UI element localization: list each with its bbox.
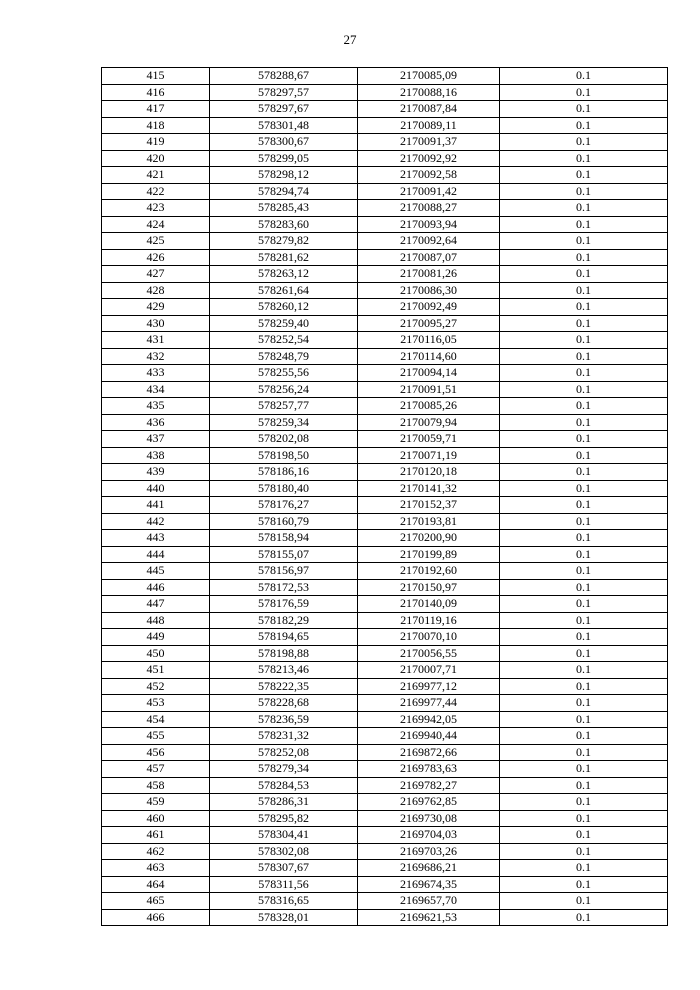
accuracy-cell: 0.1 xyxy=(500,711,668,728)
y-coordinate-cell: 2169703,26 xyxy=(358,843,500,860)
point-number-cell: 428 xyxy=(102,282,210,299)
y-coordinate-cell: 2170071,19 xyxy=(358,447,500,464)
coordinates-table-body xyxy=(102,68,668,926)
table-row xyxy=(102,810,668,827)
point-number-cell: 445 xyxy=(102,563,210,580)
accuracy-cell: 0.1 xyxy=(500,101,668,118)
accuracy-cell: 0.1 xyxy=(500,728,668,745)
y-coordinate-cell: 2170056,55 xyxy=(358,645,500,662)
accuracy-cell: 0.1 xyxy=(500,464,668,481)
table-row xyxy=(102,695,668,712)
y-coordinate-cell: 2170085,26 xyxy=(358,398,500,415)
x-coordinate-cell: 578301,48 xyxy=(210,117,358,134)
table-row xyxy=(102,431,668,448)
y-coordinate-cell: 2170114,60 xyxy=(358,348,500,365)
point-number-cell: 431 xyxy=(102,332,210,349)
accuracy-cell: 0.1 xyxy=(500,150,668,167)
y-coordinate-cell: 2170091,42 xyxy=(358,183,500,200)
table-row xyxy=(102,68,668,85)
accuracy-cell: 0.1 xyxy=(500,695,668,712)
table-row xyxy=(102,909,668,926)
y-coordinate-cell: 2170086,30 xyxy=(358,282,500,299)
y-coordinate-cell: 2170091,37 xyxy=(358,134,500,151)
accuracy-cell: 0.1 xyxy=(500,183,668,200)
accuracy-cell: 0.1 xyxy=(500,876,668,893)
table-row xyxy=(102,84,668,101)
table-row xyxy=(102,761,668,778)
accuracy-cell: 0.1 xyxy=(500,645,668,662)
point-number-cell: 438 xyxy=(102,447,210,464)
accuracy-cell: 0.1 xyxy=(500,761,668,778)
table-row xyxy=(102,183,668,200)
x-coordinate-cell: 578172,53 xyxy=(210,579,358,596)
y-coordinate-cell: 2170087,84 xyxy=(358,101,500,118)
x-coordinate-cell: 578186,16 xyxy=(210,464,358,481)
point-number-cell: 465 xyxy=(102,893,210,910)
accuracy-cell: 0.1 xyxy=(500,117,668,134)
table-row xyxy=(102,134,668,151)
point-number-cell: 425 xyxy=(102,233,210,250)
point-number-cell: 451 xyxy=(102,662,210,679)
table-row xyxy=(102,596,668,613)
y-coordinate-cell: 2169762,85 xyxy=(358,794,500,811)
table-row xyxy=(102,233,668,250)
accuracy-cell: 0.1 xyxy=(500,266,668,283)
accuracy-cell: 0.1 xyxy=(500,860,668,877)
y-coordinate-cell: 2170087,07 xyxy=(358,249,500,266)
accuracy-cell: 0.1 xyxy=(500,530,668,547)
table-row xyxy=(102,860,668,877)
page-number: 27 xyxy=(343,32,357,47)
y-coordinate-cell: 2170200,90 xyxy=(358,530,500,547)
y-coordinate-cell: 2170116,05 xyxy=(358,332,500,349)
table-row xyxy=(102,266,668,283)
accuracy-cell: 0.1 xyxy=(500,167,668,184)
accuracy-cell: 0.1 xyxy=(500,629,668,646)
accuracy-cell: 0.1 xyxy=(500,233,668,250)
x-coordinate-cell: 578297,57 xyxy=(210,84,358,101)
table-row xyxy=(102,579,668,596)
y-coordinate-cell: 2169977,12 xyxy=(358,678,500,695)
y-coordinate-cell: 2169977,44 xyxy=(358,695,500,712)
x-coordinate-cell: 578279,82 xyxy=(210,233,358,250)
y-coordinate-cell: 2170092,64 xyxy=(358,233,500,250)
accuracy-cell: 0.1 xyxy=(500,513,668,530)
x-coordinate-cell: 578252,08 xyxy=(210,744,358,761)
point-number-cell: 462 xyxy=(102,843,210,860)
x-coordinate-cell: 578263,12 xyxy=(210,266,358,283)
table-row xyxy=(102,365,668,382)
accuracy-cell: 0.1 xyxy=(500,480,668,497)
table-row xyxy=(102,827,668,844)
y-coordinate-cell: 2170085,09 xyxy=(358,68,500,85)
accuracy-cell: 0.1 xyxy=(500,200,668,217)
accuracy-cell: 0.1 xyxy=(500,497,668,514)
point-number-cell: 464 xyxy=(102,876,210,893)
y-coordinate-cell: 2169942,05 xyxy=(358,711,500,728)
accuracy-cell: 0.1 xyxy=(500,84,668,101)
table-row xyxy=(102,645,668,662)
x-coordinate-cell: 578285,43 xyxy=(210,200,358,217)
x-coordinate-cell: 578261,64 xyxy=(210,282,358,299)
table-row xyxy=(102,282,668,299)
x-coordinate-cell: 578302,08 xyxy=(210,843,358,860)
point-number-cell: 466 xyxy=(102,909,210,926)
point-number-cell: 461 xyxy=(102,827,210,844)
y-coordinate-cell: 2170092,92 xyxy=(358,150,500,167)
accuracy-cell: 0.1 xyxy=(500,744,668,761)
accuracy-cell: 0.1 xyxy=(500,249,668,266)
point-number-cell: 426 xyxy=(102,249,210,266)
table-row xyxy=(102,315,668,332)
table-row xyxy=(102,414,668,431)
y-coordinate-cell: 2170150,97 xyxy=(358,579,500,596)
x-coordinate-cell: 578316,65 xyxy=(210,893,358,910)
point-number-cell: 448 xyxy=(102,612,210,629)
table-row xyxy=(102,530,668,547)
point-number-cell: 419 xyxy=(102,134,210,151)
y-coordinate-cell: 2170093,94 xyxy=(358,216,500,233)
accuracy-cell: 0.1 xyxy=(500,563,668,580)
y-coordinate-cell: 2169730,08 xyxy=(358,810,500,827)
y-coordinate-cell: 2170140,09 xyxy=(358,596,500,613)
table-row xyxy=(102,398,668,415)
table-row xyxy=(102,249,668,266)
table-row xyxy=(102,332,668,349)
accuracy-cell: 0.1 xyxy=(500,827,668,844)
accuracy-cell: 0.1 xyxy=(500,216,668,233)
accuracy-cell: 0.1 xyxy=(500,810,668,827)
table-row xyxy=(102,876,668,893)
y-coordinate-cell: 2170089,11 xyxy=(358,117,500,134)
x-coordinate-cell: 578176,59 xyxy=(210,596,358,613)
x-coordinate-cell: 578231,32 xyxy=(210,728,358,745)
table-row xyxy=(102,843,668,860)
y-coordinate-cell: 2170070,10 xyxy=(358,629,500,646)
accuracy-cell: 0.1 xyxy=(500,678,668,695)
x-coordinate-cell: 578198,50 xyxy=(210,447,358,464)
point-number-cell: 460 xyxy=(102,810,210,827)
x-coordinate-cell: 578255,56 xyxy=(210,365,358,382)
table-row xyxy=(102,546,668,563)
point-number-cell: 434 xyxy=(102,381,210,398)
point-number-cell: 443 xyxy=(102,530,210,547)
x-coordinate-cell: 578202,08 xyxy=(210,431,358,448)
x-coordinate-cell: 578222,35 xyxy=(210,678,358,695)
accuracy-cell: 0.1 xyxy=(500,909,668,926)
x-coordinate-cell: 578155,07 xyxy=(210,546,358,563)
y-coordinate-cell: 2169783,63 xyxy=(358,761,500,778)
point-number-cell: 433 xyxy=(102,365,210,382)
point-number-cell: 450 xyxy=(102,645,210,662)
accuracy-cell: 0.1 xyxy=(500,414,668,431)
table-row xyxy=(102,744,668,761)
x-coordinate-cell: 578283,60 xyxy=(210,216,358,233)
accuracy-cell: 0.1 xyxy=(500,299,668,316)
y-coordinate-cell: 2169872,66 xyxy=(358,744,500,761)
y-coordinate-cell: 2169940,44 xyxy=(358,728,500,745)
accuracy-cell: 0.1 xyxy=(500,365,668,382)
table-row xyxy=(102,150,668,167)
x-coordinate-cell: 578156,97 xyxy=(210,563,358,580)
point-number-cell: 439 xyxy=(102,464,210,481)
point-number-cell: 429 xyxy=(102,299,210,316)
x-coordinate-cell: 578307,67 xyxy=(210,860,358,877)
point-number-cell: 444 xyxy=(102,546,210,563)
point-number-cell: 457 xyxy=(102,761,210,778)
table-row xyxy=(102,167,668,184)
table-row xyxy=(102,794,668,811)
point-number-cell: 418 xyxy=(102,117,210,134)
point-number-cell: 453 xyxy=(102,695,210,712)
y-coordinate-cell: 2170120,18 xyxy=(358,464,500,481)
x-coordinate-cell: 578298,12 xyxy=(210,167,358,184)
y-coordinate-cell: 2170092,58 xyxy=(358,167,500,184)
accuracy-cell: 0.1 xyxy=(500,777,668,794)
accuracy-cell: 0.1 xyxy=(500,332,668,349)
x-coordinate-cell: 578295,82 xyxy=(210,810,358,827)
x-coordinate-cell: 578259,40 xyxy=(210,315,358,332)
point-number-cell: 463 xyxy=(102,860,210,877)
x-coordinate-cell: 578160,79 xyxy=(210,513,358,530)
x-coordinate-cell: 578288,67 xyxy=(210,68,358,85)
table-row xyxy=(102,464,668,481)
y-coordinate-cell: 2170079,94 xyxy=(358,414,500,431)
x-coordinate-cell: 578260,12 xyxy=(210,299,358,316)
x-coordinate-cell: 578281,62 xyxy=(210,249,358,266)
table-row xyxy=(102,216,668,233)
point-number-cell: 458 xyxy=(102,777,210,794)
x-coordinate-cell: 578252,54 xyxy=(210,332,358,349)
x-coordinate-cell: 578182,29 xyxy=(210,612,358,629)
accuracy-cell: 0.1 xyxy=(500,68,668,85)
x-coordinate-cell: 578299,05 xyxy=(210,150,358,167)
x-coordinate-cell: 578228,68 xyxy=(210,695,358,712)
y-coordinate-cell: 2169674,35 xyxy=(358,876,500,893)
x-coordinate-cell: 578304,41 xyxy=(210,827,358,844)
y-coordinate-cell: 2170152,37 xyxy=(358,497,500,514)
y-coordinate-cell: 2170091,51 xyxy=(358,381,500,398)
accuracy-cell: 0.1 xyxy=(500,398,668,415)
table-row xyxy=(102,480,668,497)
y-coordinate-cell: 2170092,49 xyxy=(358,299,500,316)
y-coordinate-cell: 2170088,27 xyxy=(358,200,500,217)
table-row xyxy=(102,728,668,745)
point-number-cell: 437 xyxy=(102,431,210,448)
accuracy-cell: 0.1 xyxy=(500,612,668,629)
coordinates-table xyxy=(101,67,668,926)
accuracy-cell: 0.1 xyxy=(500,893,668,910)
y-coordinate-cell: 2170094,14 xyxy=(358,365,500,382)
point-number-cell: 441 xyxy=(102,497,210,514)
y-coordinate-cell: 2170141,32 xyxy=(358,480,500,497)
point-number-cell: 436 xyxy=(102,414,210,431)
point-number-cell: 447 xyxy=(102,596,210,613)
point-number-cell: 446 xyxy=(102,579,210,596)
y-coordinate-cell: 2169621,53 xyxy=(358,909,500,926)
point-number-cell: 423 xyxy=(102,200,210,217)
x-coordinate-cell: 578158,94 xyxy=(210,530,358,547)
x-coordinate-cell: 578279,34 xyxy=(210,761,358,778)
y-coordinate-cell: 2170192,60 xyxy=(358,563,500,580)
accuracy-cell: 0.1 xyxy=(500,843,668,860)
accuracy-cell: 0.1 xyxy=(500,431,668,448)
point-number-cell: 456 xyxy=(102,744,210,761)
x-coordinate-cell: 578176,27 xyxy=(210,497,358,514)
x-coordinate-cell: 578256,24 xyxy=(210,381,358,398)
table-row xyxy=(102,299,668,316)
x-coordinate-cell: 578236,59 xyxy=(210,711,358,728)
y-coordinate-cell: 2170095,27 xyxy=(358,315,500,332)
point-number-cell: 422 xyxy=(102,183,210,200)
accuracy-cell: 0.1 xyxy=(500,546,668,563)
point-number-cell: 415 xyxy=(102,68,210,85)
y-coordinate-cell: 2169704,03 xyxy=(358,827,500,844)
y-coordinate-cell: 2170199,89 xyxy=(358,546,500,563)
point-number-cell: 459 xyxy=(102,794,210,811)
y-coordinate-cell: 2169686,21 xyxy=(358,860,500,877)
x-coordinate-cell: 578311,56 xyxy=(210,876,358,893)
table-row xyxy=(102,200,668,217)
point-number-cell: 454 xyxy=(102,711,210,728)
x-coordinate-cell: 578257,77 xyxy=(210,398,358,415)
y-coordinate-cell: 2170081,26 xyxy=(358,266,500,283)
point-number-cell: 442 xyxy=(102,513,210,530)
y-coordinate-cell: 2170193,81 xyxy=(358,513,500,530)
point-number-cell: 435 xyxy=(102,398,210,415)
point-number-cell: 424 xyxy=(102,216,210,233)
table-row xyxy=(102,678,668,695)
table-row xyxy=(102,447,668,464)
accuracy-cell: 0.1 xyxy=(500,282,668,299)
accuracy-cell: 0.1 xyxy=(500,315,668,332)
point-number-cell: 432 xyxy=(102,348,210,365)
point-number-cell: 440 xyxy=(102,480,210,497)
x-coordinate-cell: 578213,46 xyxy=(210,662,358,679)
table-row xyxy=(102,348,668,365)
point-number-cell: 430 xyxy=(102,315,210,332)
y-coordinate-cell: 2170007,71 xyxy=(358,662,500,679)
point-number-cell: 449 xyxy=(102,629,210,646)
table-row xyxy=(102,612,668,629)
point-number-cell: 420 xyxy=(102,150,210,167)
accuracy-cell: 0.1 xyxy=(500,596,668,613)
point-number-cell: 427 xyxy=(102,266,210,283)
x-coordinate-cell: 578180,40 xyxy=(210,480,358,497)
accuracy-cell: 0.1 xyxy=(500,662,668,679)
y-coordinate-cell: 2169782,27 xyxy=(358,777,500,794)
point-number-cell: 417 xyxy=(102,101,210,118)
point-number-cell: 416 xyxy=(102,84,210,101)
x-coordinate-cell: 578198,88 xyxy=(210,645,358,662)
accuracy-cell: 0.1 xyxy=(500,447,668,464)
table-row xyxy=(102,381,668,398)
point-number-cell: 455 xyxy=(102,728,210,745)
accuracy-cell: 0.1 xyxy=(500,381,668,398)
x-coordinate-cell: 578328,01 xyxy=(210,909,358,926)
accuracy-cell: 0.1 xyxy=(500,579,668,596)
table-row xyxy=(102,101,668,118)
x-coordinate-cell: 578286,31 xyxy=(210,794,358,811)
y-coordinate-cell: 2170059,71 xyxy=(358,431,500,448)
accuracy-cell: 0.1 xyxy=(500,134,668,151)
x-coordinate-cell: 578300,67 xyxy=(210,134,358,151)
table-row xyxy=(102,629,668,646)
x-coordinate-cell: 578248,79 xyxy=(210,348,358,365)
point-number-cell: 452 xyxy=(102,678,210,695)
x-coordinate-cell: 578284,53 xyxy=(210,777,358,794)
x-coordinate-cell: 578297,67 xyxy=(210,101,358,118)
y-coordinate-cell: 2169657,70 xyxy=(358,893,500,910)
accuracy-cell: 0.1 xyxy=(500,348,668,365)
table-row xyxy=(102,513,668,530)
table-row xyxy=(102,117,668,134)
table-row xyxy=(102,893,668,910)
point-number-cell: 421 xyxy=(102,167,210,184)
x-coordinate-cell: 578194,65 xyxy=(210,629,358,646)
table-row xyxy=(102,662,668,679)
accuracy-cell: 0.1 xyxy=(500,794,668,811)
y-coordinate-cell: 2170119,16 xyxy=(358,612,500,629)
x-coordinate-cell: 578294,74 xyxy=(210,183,358,200)
y-coordinate-cell: 2170088,16 xyxy=(358,84,500,101)
table-row xyxy=(102,711,668,728)
x-coordinate-cell: 578259,34 xyxy=(210,414,358,431)
table-row xyxy=(102,497,668,514)
table-row xyxy=(102,777,668,794)
table-row xyxy=(102,563,668,580)
